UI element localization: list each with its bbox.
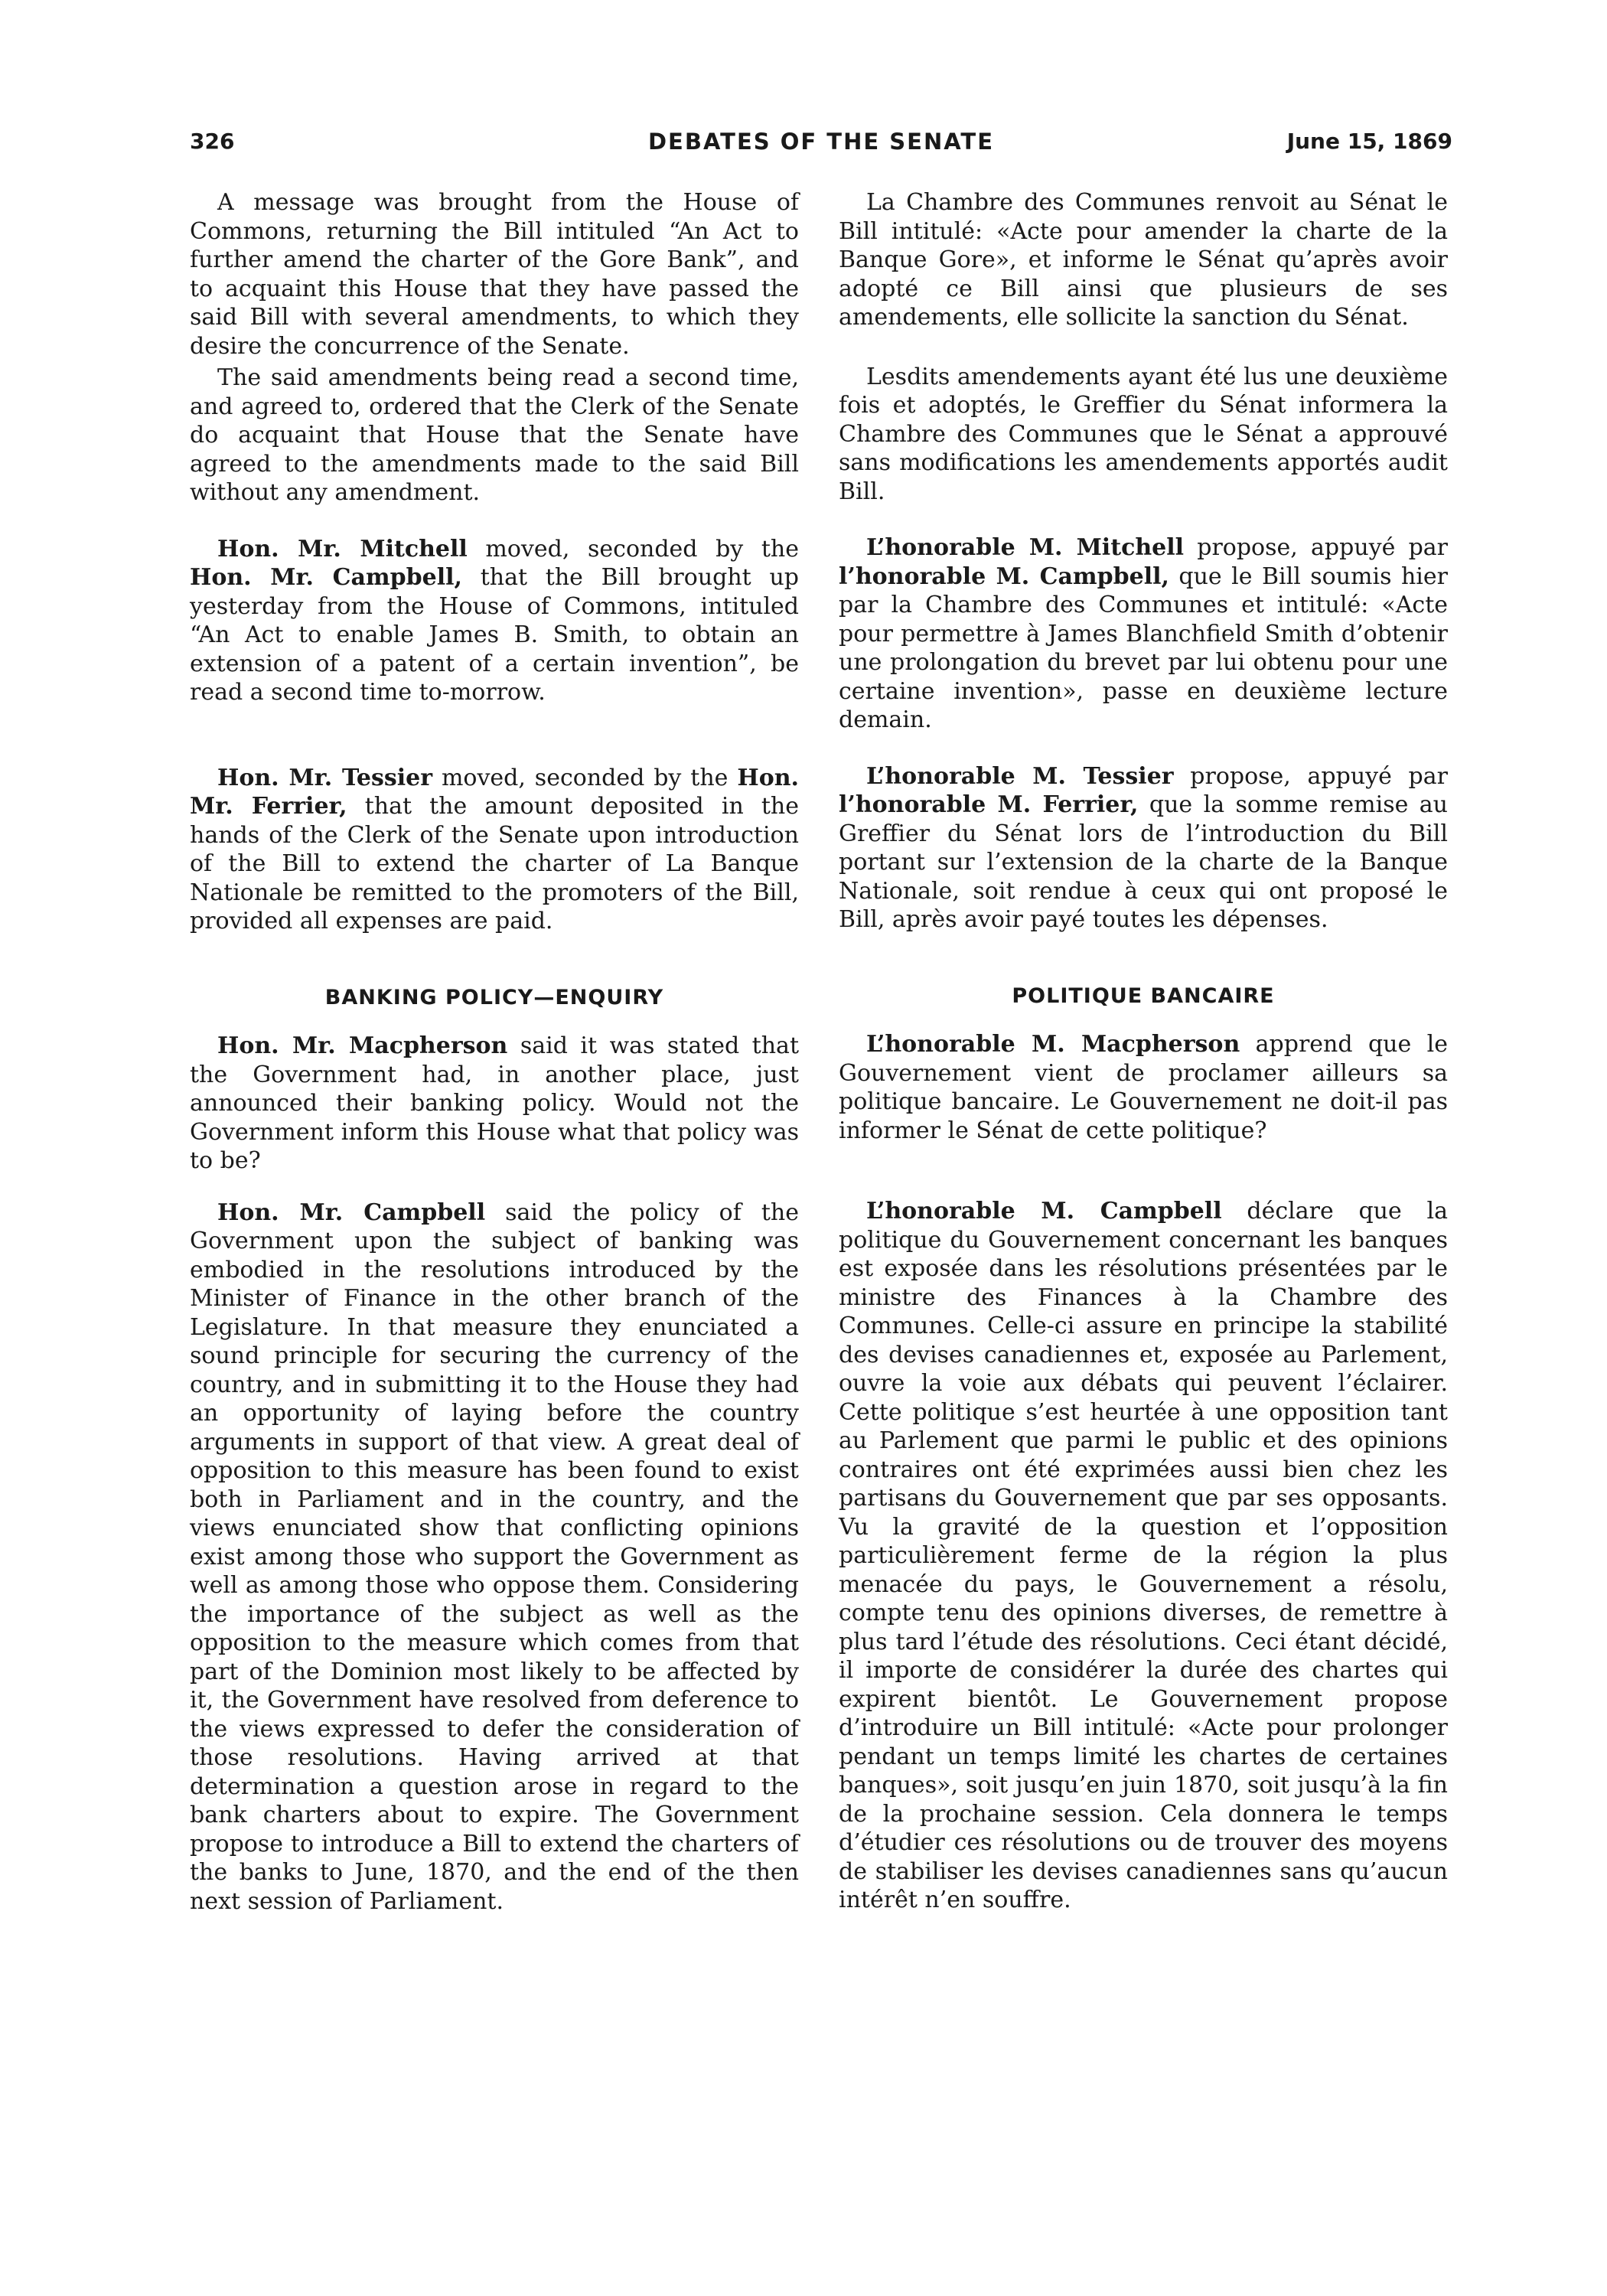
running-title: DEBATES OF THE SENATE — [647, 129, 995, 155]
para-campbell-reply-fr: L’honorable M. Campbell déclare que la politique du Gouvernement concernant les banques est exposée dans les résolutions présentées par le ministre des Finances à la Chambre des Communes. Celle-ci assure en principe la stabilité des devises canadiennes et, exposée au Parlement, ouvre la voie aux débats qui peuvent l’éclairer. Cette politique s’est heurtée à une opposition tant au Parlement que parmi le public et des opinions contraires ont été exprimées aussi bien chez les partisans du Gouvernement que par ses opposants. Vu la gravité de la question et l’opposition particulièrement ferme de la région la plus menacée du pays, le Gouvernement a résolu, compte tenu des opinions diverses, de remettre à plus tard l’étude des résolutions. Ceci étant décidé, il importe de considérer la durée des chartes qui expirent bientôt. Le Gouvernement propose d’introduire un Bill intitulé: «Acte pour prolonger pendant un temps limité les chartes de certaines banques», soit jusqu’en juin 1870, soit jusqu’à la fin de la prochaine session. Cela donnera le temps d’étudier ces résolutions ou de trouver des moyens de stabiliser les devises canadiennes sans qu’aucun intérêt n’en souffre. — [839, 1198, 1448, 1913]
para-macpherson-question-fr: L’honorable M. Macpherson apprend que le Gouvernement vient de proclamer ailleurs sa politique bancaire. Le Gouvernement ne doit-il pas informer le Sénat de cette politique? — [839, 1031, 1448, 1144]
para-amendments-agreed-fr: Lesdits amendements ayant été lus une deuxième fois et adoptés, le Greffier du Sénat informera la Chambre des Communes que le Sénat a approuvé sans modifications les amendements apportés audit Bill. — [839, 363, 1448, 505]
speaker-name: Hon. Mr. Tessier — [217, 764, 433, 791]
speaker-name: Hon. Mr. Ferrier, — [190, 764, 799, 820]
page-header — [190, 129, 1452, 162]
speaker-name: l’honorable M. Campbell, — [839, 563, 1169, 590]
speaker-name: L’honorable M. Campbell — [866, 1198, 1222, 1225]
para-amendments-agreed: The said amendments being read a second time, and agreed to, ordered that the Clerk of the Senate do acquaint that House that the Senate have agreed to the amendments made to the said Bill without any amendment. — [190, 364, 799, 506]
speaker-name: L’honorable M. Macpherson — [866, 1031, 1240, 1058]
speaker-name: L’honorable M. Mitchell — [866, 534, 1185, 561]
para-mitchell-motion-fr: L’honorable M. Mitchell propose, appuyé par l’honorable M. Campbell, que le Bill soumis hier par la Chambre des Communes et intitulé: «Acte pour permettre à James Blanchfield Smith d’obtenir une prolongation du brevet par lui obtenu pour une certaine invention», passe en deuxième lecture demain. — [839, 534, 1448, 733]
speaker-name: l’honorable M. Ferrier, — [839, 791, 1139, 818]
french-column — [839, 188, 1448, 1915]
section-heading: BANKING POLICY—ENQUIRY — [324, 985, 664, 1009]
page-number: 326 — [190, 129, 235, 154]
para-tessier-motion: Hon. Mr. Tessier moved, seconded by the Hon. Mr. Ferrier, that the amount deposited in the hands of the Clerk of the Senate upon introduction of the Bill to extend the charter of La Banque Nationale be remitted to the promoters of the Bill, provided all expenses are paid. — [190, 764, 799, 934]
para-campbell-reply: Hon. Mr. Campbell said the policy of the Government upon the subject of banking was embodied in the resolutions introduced by the Minister of Finance in the other branch of the Legislature. In that measure they enunciated a sound principle for securing the currency of the country, and in submitting it to the House they had an opportunity of laying before the country arguments in support of that view. A great deal of opposition to this measure has been found to exist both in Parliament and in the country, and the views enunciated show that conflicting opinions exist among those who support the Government as well as among those who oppose them. Considering the importance of the subject as well as the opposition to the measure which comes from that part of the Dominion most likely to be affected by it, the Government have resolved from deference to the views expressed to defer the consideration of those resolutions. Having arrived at that determination a question arose in regard to the bank charters about to expire. The Government propose to introduce a Bill to extend the charters of the banks to June, 1870, and the end of the then next session of Parliament. — [190, 1199, 799, 1915]
english-column — [190, 188, 799, 1916]
para-tessier-motion-fr: L’honorable M. Tessier propose, appuyé par l’honorable M. Ferrier, que la somme remise au Greffier du Sénat lors de l’introduction du Bill portant sur l’extension de la charte de la Banque Nationale, soit rendue à ceux qui ont proposé le Bill, après avoir payé toutes les dépenses. — [839, 762, 1449, 933]
page-date: June 15, 1869 — [1286, 129, 1452, 154]
speaker-name: L’honorable M. Tessier — [866, 762, 1174, 790]
speaker-name: Hon. Mr. Campbell, — [190, 564, 462, 591]
speaker-name: Hon. Mr. Macpherson — [217, 1032, 508, 1059]
para-macpherson-question: Hon. Mr. Macpherson said it was stated that the Government had, in another place, just announced their banking policy. Would not the Government inform this House what that policy was to be? — [190, 1032, 799, 1174]
para-message-gore-bank-fr: La Chambre des Communes renvoit au Sénat le Bill intitulé: «Acte pour amender la charte de la Banque Gore», et informe le Sénat qu’après avoir adopté ce Bill ainsi que plusieurs de ses amendements, elle sollicite la sanction du Sénat. — [839, 189, 1448, 331]
para-message-gore-bank: A message was brought from the House of Commons, returning the Bill intituled “An Act to further amend the charter of the Gore Bank”, and to acquaint this House that they have passed the said Bill with several amendments, to which they desire the concurrence of the Senate. — [190, 189, 799, 360]
section-heading-fr: POLITIQUE BANCAIRE — [1012, 983, 1275, 1008]
speaker-name: Hon. Mr. Mitchell — [217, 535, 468, 563]
speaker-name: Hon. Mr. Campbell — [217, 1199, 486, 1226]
para-mitchell-motion: Hon. Mr. Mitchell moved, seconded by the Hon. Mr. Campbell, that the Bill brought up yesterday from the House of Commons, intituled “An Act to enable James B. Smith, to obtain an extension of a patent of a certain invention”, be read a second time to-morrow. — [190, 535, 800, 706]
